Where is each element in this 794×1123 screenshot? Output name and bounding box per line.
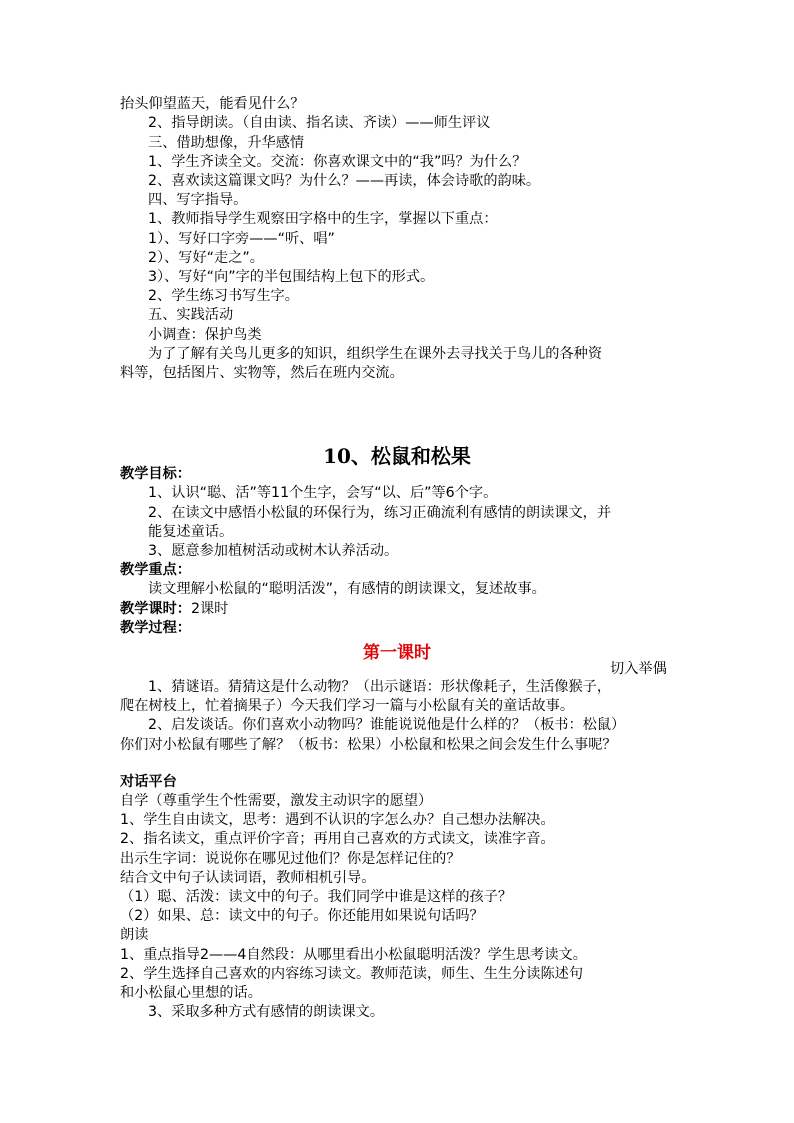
prev-line-6: 四、写字指导。 (148, 192, 248, 208)
dialog-line-11: 和小松鼠心里想的话。 (120, 985, 262, 1001)
hours-value: 2课时 (190, 601, 229, 617)
prev-line-3: 三、借助想像，升华感情 (148, 135, 305, 151)
key-text: 读文理解小松鼠的“聪明活泼”，有感情的朗读课文，复述故事。 (148, 581, 546, 597)
dialog-line-2: 1、学生自由读文，思考：遇到不认识的字怎么办？自己想办法解决。 (120, 812, 555, 828)
dialog-line-5: 结合文中句子认读词语，教师相机引导。 (120, 870, 376, 886)
goal-2: 2、在读文中感悟小松鼠的环保行为，练习正确流利有感情的朗读课文，并 (148, 505, 612, 521)
intro-line-1: 1、猜谜语。猜猜这是什么动物？（出示谜语：形状像耗子，生活像猴子， (148, 679, 612, 695)
process-heading: 教学过程： (120, 620, 191, 636)
prev-line-13: 小调查：保护鸟类 (148, 327, 262, 343)
hours-row (120, 600, 228, 619)
prev-line-5: 2、喜欢读这篇课文吗？为什么？——再读，体会诗歌的韵味。 (148, 173, 541, 189)
key-heading: 教学重点： (120, 562, 191, 578)
prev-line-1: 抬头仰望蓝天，能看见什么？ (120, 96, 305, 112)
dialog-line-8: 朗读 (120, 927, 149, 943)
goal-1: 1、认识“聪、活”等11个生字，会写“以、后”等6个字。 (148, 485, 498, 501)
goal-3: 3、愿意参加植树活动或树木认养活动。 (148, 543, 399, 559)
prev-line-14: 为了了解有关鸟儿更多的知识，组织学生在课外去寻找关于鸟儿的各种资 (148, 346, 603, 362)
prev-line-9: 2）、写好“走之”。 (148, 250, 264, 266)
prev-line-10: 3）、写好“向”字的半包围结构上包下的形式。 (148, 269, 435, 285)
intro-line-3: 2、启发谈话。你们喜欢小动物吗？谁能说说他是什么样的？（板书：松鼠） (148, 717, 626, 733)
period-title: 第一课时 (363, 643, 431, 663)
dialog-line-10: 2、学生选择自己喜欢的内容练习读文。教师范读，师生、生生分读陈述句 (120, 966, 584, 982)
hours-heading: 教学课时： (120, 601, 191, 617)
dialog-heading: 对话平台 (120, 774, 177, 790)
dialog-line-12: 3、采取多种方式有感情的朗读课文。 (148, 1004, 385, 1020)
intro-line-4: 你们对小松鼠有哪些了解？（板书：松果）小松鼠和松果之间会发生什么事呢？ (120, 737, 617, 753)
dialog-line-1: 自学（尊重学生个性需要，激发主动识字的愿望） (120, 793, 433, 809)
prev-line-12: 五、实践活动 (148, 307, 234, 323)
prev-line-7: 1、教师指导学生观察田字格中的生字，掌握以下重点： (148, 211, 498, 227)
dialog-line-3: 2、指名读文，重点评价字音；再用自己喜欢的方式读文，读准字音。 (120, 831, 555, 847)
dialog-line-7: （2）如果、总：读文中的句子。你还能用如果说句话吗？ (120, 908, 484, 924)
intro-tag: 切入举偶 (610, 661, 667, 677)
goals-heading: 教学目标： (120, 466, 191, 482)
intro-line-2: 爬在树枝上，忙着摘果子）今天我们学习一篇与小松鼠有关的童话故事。 (120, 698, 575, 714)
lesson-title: 10、松鼠和松果 (323, 444, 471, 468)
dialog-line-6: （1）聪、活泼：读文中的句子。我们同学中谁是这样的孩子？ (120, 889, 513, 905)
dialog-line-9: 1、重点指导2——4自然段：从哪里看出小松鼠聪明活泼？学生思考读文。 (120, 947, 587, 963)
prev-line-8: 1）、写好口字旁——“听、唱” (148, 231, 335, 247)
goal-2-cont: 能复述童话。 (148, 524, 234, 540)
prev-line-11: 2、学生练习书写生字。 (148, 288, 299, 304)
prev-line-2: 2、指导朗读。（自由读、指名读、齐读）——师生评议 (148, 115, 491, 131)
prev-line-4: 1、学生齐读全文。交流：你喜欢课文中的“我”吗？为什么？ (148, 154, 527, 170)
dialog-line-4: 出示生字词：说说你在哪见过他们？你是怎样记住的？ (120, 851, 461, 867)
prev-line-15: 料等，包括图片、实物等，然后在班内交流。 (120, 365, 404, 381)
